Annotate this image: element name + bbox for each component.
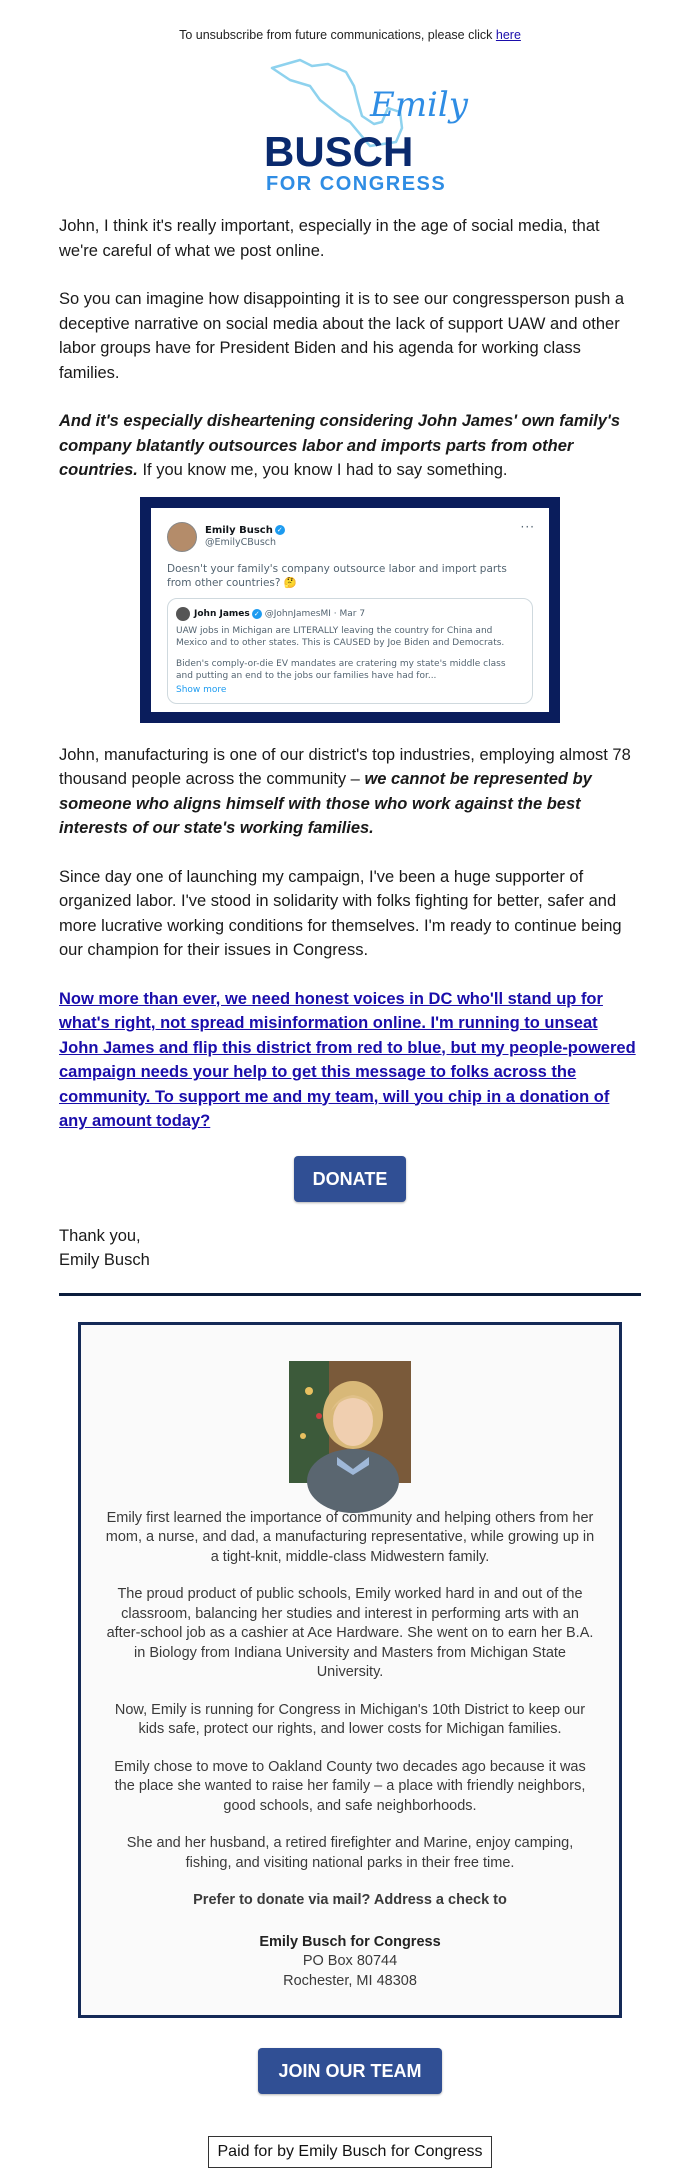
join-team-button[interactable]: JOIN OUR TEAM xyxy=(258,2048,442,2094)
logo-script-name: Emily xyxy=(370,85,469,125)
letter-paragraph-4-start: John, manufacturing is one of our district's top industries, employing almost 78 thousand people across the community – xyxy=(59,745,631,788)
donate-button[interactable]: DONATE xyxy=(294,1156,406,1202)
bio-box xyxy=(78,1322,622,2019)
letter-paragraph-3-rest: If you know me, you know I had to say something. xyxy=(137,461,508,479)
letter-paragraph-5: Since day one of launching my campaign, I've been a huge supporter of organized labor. I've stood in solidarity with folks fighting for better, safer and more lucrative working conditions for themselves. I'm ready to continue being our champion for their issues in Congress. xyxy=(59,867,622,959)
verified-badge-icon: ✓ xyxy=(275,525,285,535)
tweet-author-name: Emily Busch xyxy=(205,524,273,536)
logo-tagline: FOR CONGRESS xyxy=(266,173,447,195)
quoted-avatar xyxy=(176,607,190,621)
tweet-card xyxy=(151,508,549,712)
signature: Emily Busch xyxy=(59,1251,150,1269)
paid-for-disclaimer: Paid for by Emily Busch for Congress xyxy=(208,2136,492,2168)
bio-paragraph-3: Now, Emily is running for Congress in Michigan's 10th District to keep our kids safe, protect our rights, and lower costs for Michigan families. xyxy=(114,1701,586,1737)
unsubscribe-text: To unsubscribe from future communications, please click xyxy=(179,28,496,42)
avatar xyxy=(167,522,197,552)
quoted-author: John James xyxy=(194,608,250,619)
quoted-text-2: Biden's comply-or-die EV mandates are cratering my state's middle class and putting an end to the jobs our families have had for... xyxy=(176,658,506,681)
unsubscribe-link[interactable]: here xyxy=(495,28,521,42)
quoted-tweet xyxy=(167,598,533,704)
letter-body xyxy=(59,214,641,483)
tweet-screenshot xyxy=(140,497,560,723)
thanks-line: Thank you, xyxy=(59,1226,141,1245)
letter-paragraph-2: So you can imagine how disappointing it is to see our congressperson push a deceptive narrative on social media about the lack of support UAW and other labor groups have for President Biden and his agenda for working class families. xyxy=(59,290,625,382)
donation-appeal-link[interactable]: Now more than ever, we need honest voices in DC who'll stand up for what's right, not spread misinformation online. I'm running to unseat John James and flip this district from red to blue, but my people-powered campaign needs your help to get this message to folks across the community. To support me and my team, will you chip in a donation of any amount today? xyxy=(59,989,636,1130)
unsubscribe-line xyxy=(59,0,641,44)
mail-donation-prompt: Prefer to donate via mail? Address a check to xyxy=(193,1892,507,1908)
letter-paragraph-4-emphasis: we cannot be represented by someone who aligns himself with those who work against the best interests of our state's working families. xyxy=(59,770,592,837)
tweet-text: Doesn't your family's company outsource labor and import parts from other countries? 🤔 xyxy=(167,562,507,589)
tweet-header xyxy=(167,519,535,552)
address-name: Emily Busch for Congress xyxy=(259,1933,441,1950)
more-options-icon: ··· xyxy=(520,519,535,534)
tweet-handle: @EmilyCBusch xyxy=(205,536,277,548)
quoted-tweet-header xyxy=(176,607,524,621)
address-line-1: PO Box 80744 xyxy=(302,1953,398,1969)
bio-paragraph-5: She and her husband, a retired firefighter and Marine, enjoy camping, fishing, and visiting national parks in their free time. xyxy=(126,1835,574,1871)
letter-paragraph-4 xyxy=(59,743,641,841)
quoted-text-1: UAW jobs in Michigan are LITERALLY leaving the country for China and Mexico and to other states. This is CAUSED by Joe Biden and Democrats. xyxy=(176,625,505,648)
campaign-logo xyxy=(250,56,469,196)
address-line-2: Rochester, MI 48308 xyxy=(283,1972,417,1989)
bio-paragraph-4: Emily chose to move to Oakland County two decades ago because it was the place she wanted to raise her family – a place with friendly neighbors, good schools, and safe neighborhoods. xyxy=(114,1758,586,1814)
letter-body-continued xyxy=(59,743,641,963)
letter-paragraph-3-emphasis: And it's especially disheartening considering John James' own family's company blatantly outsources labor and imports parts from other countries. xyxy=(59,412,621,479)
bio-paragraph-2: The proud product of public schools, Emily worked hard in and out of the classroom, balancing her studies and interest in performing arts with an after-school job as a cashier at Ace Hardware. She went on to earn her B.A. in Biology from Indiana University and Masters from Michigan State University. xyxy=(106,1586,594,1680)
tweet-author xyxy=(205,525,285,537)
logo-surname: BUSCH xyxy=(264,128,414,175)
quoted-handle: @JohnJamesMI · Mar 7 xyxy=(264,608,366,619)
show-more-link: Show more xyxy=(176,684,227,695)
letter-paragraph-3 xyxy=(59,409,641,483)
letter-paragraph-1: John, I think it's really important, especially in the age of social media, that we're careful of what we post online. xyxy=(59,217,600,260)
divider xyxy=(59,1293,641,1296)
bio-paragraph-1: Emily first learned the importance of community and helping others from her mom, a nurse, and dad, a manufacturing representative, while growing up in a tight-knit, middle-class Midwestern family. xyxy=(105,1509,595,1565)
verified-badge-icon: ✓ xyxy=(252,609,262,619)
candidate-portrait xyxy=(289,1361,411,1483)
mailing-address xyxy=(103,1933,597,1992)
signoff xyxy=(59,1224,641,1273)
